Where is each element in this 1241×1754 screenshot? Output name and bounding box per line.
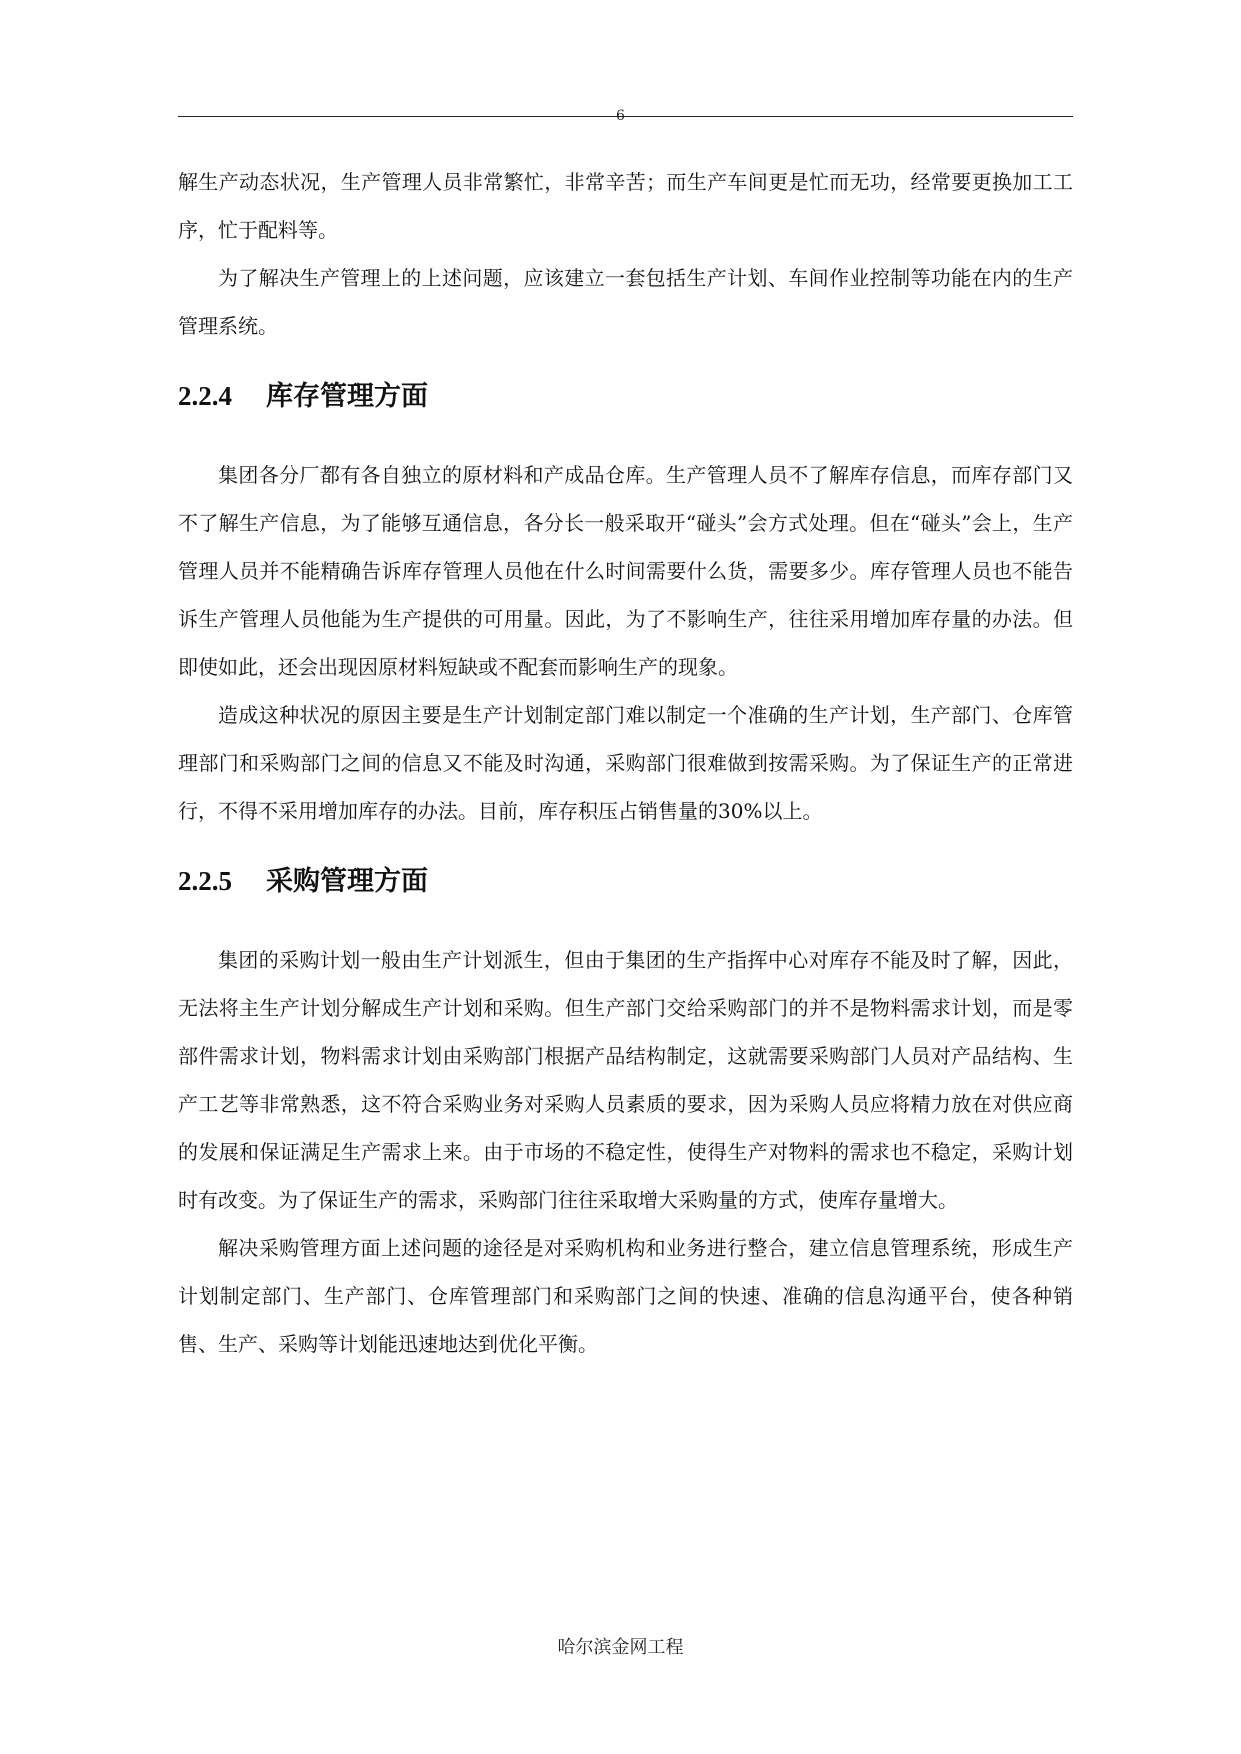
paragraph-inventory-cause: 造成这种状况的原因主要是生产计划制定部门难以制定一个准确的生产计划，生产部门、仓库管理部门和采购部门之间的信息又不能及时沟通，采购部门很难做到按需采购。为了保证生产的正常进行，不得不采用增加库存的办法。目前，库存积压占销售量的30%以上。 [178, 703, 1073, 823]
section-number: 2.2.5 [178, 866, 232, 896]
section-number: 2.2.4 [178, 381, 232, 411]
section-title: 采购管理方面 [266, 866, 428, 897]
section-title: 库存管理方面 [266, 381, 428, 412]
section-heading-inventory [178, 376, 1073, 417]
paragraph-inventory-issue: 集团各分厂都有各自独立的原材料和产成品仓库。生产管理人员不了解库存信息，而库存部门又不了解生产信息，为了能够互通信息，各分长一般采取开“碰头”会方式处理。但在“碰头”会上，生产管理人员并不能精确告诉库存管理人员他在什么时间需要什么货，需要多少。库存管理人员也不能告诉生产管理人员他能为生产提供的可用量。因此，为了不影响生产，往往采用增加库存量的办法。但即使如此，还会出现因原材料短缺或不配套而影响生产的现象。 [178, 463, 1073, 679]
paragraph-procurement-issue: 集团的采购计划一般由生产计划派生，但由于集团的生产指挥中心对库存不能及时了解，因此，无法将主生产计划分解成生产计划和采购。但生产部门交给采购部门的并不是物料需求计划，而是零部件需求计划，物料需求计划由采购部门根据产品结构制定，这就需要采购部门人员对产品结构、生产工艺等非常熟悉，这不符合采购业务对采购人员素质的要求，因为采购人员应将精力放在对供应商的发展和保证满足生产需求上来。由于市场的不稳定性，使得生产对物料的需求也不稳定，采购计划时有改变。为了保证生产的需求，采购部门往往采取增大采购量的方式，使库存量增大。 [178, 948, 1073, 1212]
paragraph-procurement-solution: 解决采购管理方面上述问题的途径是对采购机构和业务进行整合，建立信息管理系统，形成生产计划制定部门、生产部门、仓库管理部门和采购部门之间的快速、准确的信息沟通平台，使各种销售、生产、采购等计划能迅速地达到优化平衡。 [178, 1236, 1073, 1356]
page-number: 6 [616, 108, 625, 124]
document-body [178, 158, 1073, 1368]
paragraph-continuation: 解生产动态状况，生产管理人员非常繁忙，非常辛苦；而生产车间更是忙而无功，经常要更换加工工序，忙于配料等。 [178, 170, 1073, 242]
paragraph-production-solution: 为了解决生产管理上的上述问题，应该建立一套包括生产计划、车间作业控制等功能在内的生产管理系统。 [178, 266, 1073, 338]
section-heading-procurement [178, 861, 1073, 902]
page-footer: 哈尔滨金网工程 [557, 1637, 684, 1658]
header-rule [178, 116, 1073, 117]
